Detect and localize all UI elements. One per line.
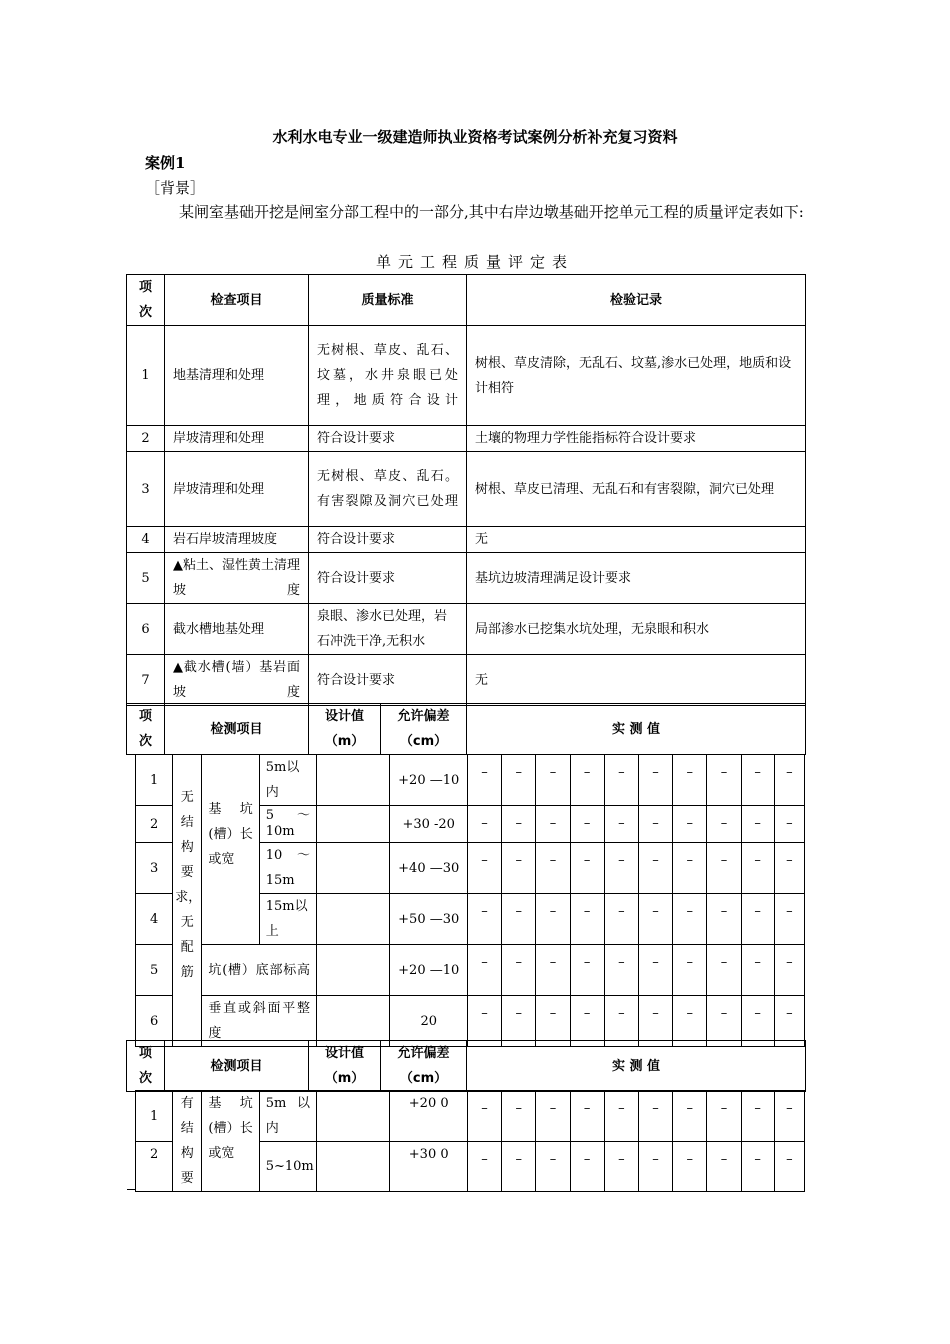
- row-item: 岸坡清理和处理: [165, 426, 309, 452]
- row-standard: 符合设计要求: [309, 655, 467, 706]
- row-tolerance: +20 —10: [390, 755, 467, 806]
- measured-value-cell: –: [741, 996, 774, 1047]
- measured-value-cell: –: [604, 1142, 638, 1192]
- row-item: 截水槽地基处理: [165, 604, 309, 655]
- table-row: [127, 452, 806, 527]
- row-no: 1: [136, 755, 173, 806]
- measured-value-cell: –: [502, 945, 536, 996]
- row-tolerance: +20 —10: [390, 945, 467, 996]
- row-tolerance: +30 0: [390, 1142, 467, 1192]
- measured-value-cell: –: [707, 996, 741, 1047]
- measured-value-cell: –: [774, 843, 804, 894]
- row-no: 4: [127, 527, 165, 553]
- header-record: 检验记录: [467, 275, 806, 326]
- measured-value-cell: –: [604, 806, 638, 843]
- table-row: [127, 553, 806, 604]
- design-value: [317, 1142, 390, 1192]
- measured-value-cell: –: [604, 755, 638, 806]
- measured-value-cell: –: [502, 1091, 536, 1142]
- table-row: [136, 996, 805, 1047]
- header-design: 设计值（m）: [309, 704, 381, 755]
- row-item: 垂直或斜面平整度: [202, 996, 317, 1047]
- row-range: 10～15m: [259, 843, 316, 894]
- sub-label: 基坑(槽）长或宽: [202, 755, 259, 945]
- case-label: 案例1: [145, 154, 186, 172]
- background-paragraph: 某闸室基础开挖是闸室分部工程中的一部分,其中右岸边墩基础开挖单元工程的质量评定表如下:: [179, 203, 804, 221]
- measured-value-cell: –: [707, 945, 741, 996]
- row-item: 岩石岸坡清理坡度: [165, 527, 309, 553]
- row-record: 基坑边坡清理满足设计要求: [467, 553, 806, 604]
- row-item: ▲截水槽(墙）基岩面坡度: [165, 655, 309, 706]
- table-row: [127, 604, 806, 655]
- measured-value-cell: –: [673, 945, 707, 996]
- measured-value-cell: –: [673, 894, 707, 945]
- row-no: 4: [136, 894, 173, 945]
- measured-value-cell: –: [741, 1142, 774, 1192]
- table-row: [127, 426, 806, 452]
- measured-value-cell: –: [570, 996, 604, 1047]
- measured-value-cell: –: [707, 806, 741, 843]
- measured-value-cell: –: [673, 806, 707, 843]
- row-record: 土壤的物理力学性能指标符合设计要求: [467, 426, 806, 452]
- measured-value-cell: –: [467, 843, 501, 894]
- measurement-header-2: [126, 1040, 806, 1092]
- row-record: 无: [467, 655, 806, 706]
- measured-value-cell: –: [741, 755, 774, 806]
- row-standard: 无树根、草皮、乱石、坟墓，水井泉眼已处理，地质符合设计: [309, 326, 467, 426]
- measured-value-cell: –: [502, 996, 536, 1047]
- measured-value-cell: –: [502, 755, 536, 806]
- measured-value-cell: –: [536, 843, 570, 894]
- header-no: 项次: [127, 704, 165, 755]
- measured-value-cell: –: [707, 843, 741, 894]
- design-value: [317, 945, 390, 996]
- measured-value-cell: –: [502, 1142, 536, 1192]
- header-no: 项次: [127, 275, 165, 326]
- measured-value-cell: –: [467, 755, 501, 806]
- measured-value-cell: –: [536, 894, 570, 945]
- measured-value-cell: –: [741, 806, 774, 843]
- document-title: 水利水电专业一级建造师执业资格考试案例分析补充复习资料: [272, 128, 678, 146]
- measured-value-cell: –: [638, 894, 672, 945]
- measured-value-cell: –: [536, 996, 570, 1047]
- measured-value-cell: –: [570, 806, 604, 843]
- measured-value-cell: –: [673, 1142, 707, 1192]
- design-value: [317, 996, 390, 1047]
- row-item: ▲粘土、湿性黄土清理坡度: [165, 553, 309, 604]
- measured-value-cell: –: [604, 1091, 638, 1142]
- measured-value-cell: –: [673, 1091, 707, 1142]
- measured-value-cell: –: [604, 843, 638, 894]
- measured-value-cell: –: [774, 945, 804, 996]
- table-row: [127, 655, 806, 706]
- measured-value-cell: –: [774, 1142, 804, 1192]
- row-record: 局部渗水已挖集水坑处理，无泉眼和积水: [467, 604, 806, 655]
- row-range: 5m以内: [259, 1091, 316, 1142]
- measured-value-cell: –: [467, 1091, 501, 1142]
- header-tolerance: 允许偏差（cm）: [381, 704, 467, 755]
- measured-value-cell: –: [707, 755, 741, 806]
- row-no: 2: [136, 806, 173, 843]
- row-no: 7: [127, 655, 165, 706]
- measurement-table-1: [135, 754, 805, 1047]
- row-range: 15m以上: [259, 894, 316, 945]
- measured-value-cell: –: [536, 1142, 570, 1192]
- header-standard: 质量标准: [309, 275, 467, 326]
- measured-value-cell: –: [604, 894, 638, 945]
- row-standard: 泉眼、渗水已处理，岩石冲洗干净,无积水: [309, 604, 467, 655]
- row-record: 无: [467, 527, 806, 553]
- header-item: 检测项目: [165, 1041, 309, 1092]
- measured-value-cell: –: [536, 806, 570, 843]
- measured-value-cell: –: [570, 1142, 604, 1192]
- table-row: [127, 326, 806, 426]
- row-tolerance: +40 —30: [390, 843, 467, 894]
- design-value: [317, 806, 390, 843]
- table-header-row: [127, 275, 806, 326]
- header-measured: 实 测 值: [467, 704, 806, 755]
- measured-value-cell: –: [707, 1091, 741, 1142]
- measured-value-cell: –: [638, 1142, 672, 1192]
- row-range: 5~10m: [259, 1142, 316, 1192]
- row-no: 5: [127, 553, 165, 604]
- measured-value-cell: –: [638, 755, 672, 806]
- measured-value-cell: –: [570, 843, 604, 894]
- measurement-header-1: [126, 703, 806, 755]
- measured-value-cell: –: [638, 806, 672, 843]
- measured-value-cell: –: [741, 894, 774, 945]
- row-no: 6: [136, 996, 173, 1047]
- table-row: [136, 755, 805, 806]
- measured-value-cell: –: [536, 945, 570, 996]
- measured-value-cell: –: [570, 894, 604, 945]
- row-tolerance: 20: [390, 996, 467, 1047]
- measured-value-cell: –: [502, 806, 536, 843]
- measured-value-cell: –: [570, 1091, 604, 1142]
- measured-value-cell: –: [467, 806, 501, 843]
- header-item: 检测项目: [165, 704, 309, 755]
- sub-label: 基坑(槽）长或宽: [202, 1091, 259, 1192]
- measured-value-cell: –: [774, 996, 804, 1047]
- row-standard: 无树根、草皮、乱石。有害裂隙及洞穴已处理: [309, 452, 467, 527]
- measured-value-cell: –: [536, 755, 570, 806]
- measured-value-cell: –: [502, 843, 536, 894]
- measured-value-cell: –: [570, 945, 604, 996]
- design-value: [317, 755, 390, 806]
- header-no: 项次: [127, 1041, 165, 1092]
- table-row: [136, 945, 805, 996]
- row-tolerance: +50 —30: [390, 894, 467, 945]
- measured-value-cell: –: [673, 996, 707, 1047]
- header-item: 检查项目: [165, 275, 309, 326]
- measured-value-cell: –: [604, 945, 638, 996]
- measured-value-cell: –: [774, 1091, 804, 1142]
- measured-value-cell: –: [638, 843, 672, 894]
- measured-value-cell: –: [707, 894, 741, 945]
- group-label: 有结构要: [173, 1091, 202, 1192]
- row-no: 3: [127, 452, 165, 527]
- measured-value-cell: –: [467, 1142, 501, 1192]
- measured-value-cell: –: [774, 755, 804, 806]
- measured-value-cell: –: [467, 894, 501, 945]
- inspection-table: [126, 274, 806, 706]
- row-no: 1: [127, 326, 165, 426]
- row-no: 2: [127, 426, 165, 452]
- measured-value-cell: –: [673, 843, 707, 894]
- measured-value-cell: –: [673, 755, 707, 806]
- measured-value-cell: –: [604, 996, 638, 1047]
- table-caption: 单元工程质量评定表: [375, 253, 574, 271]
- row-item: 岸坡清理和处理: [165, 452, 309, 527]
- header-tolerance: 允许偏差（cm）: [381, 1041, 467, 1092]
- header-design: 设计值（m）: [309, 1041, 381, 1092]
- design-value: [317, 1091, 390, 1142]
- measured-value-cell: –: [467, 945, 501, 996]
- page-edge-mark: [127, 1189, 135, 1190]
- row-tolerance: +30 -20: [390, 806, 467, 843]
- row-no: 1: [136, 1091, 173, 1142]
- measured-value-cell: –: [570, 755, 604, 806]
- row-item: 地基清理和处理: [165, 326, 309, 426]
- row-record: 树根、草皮已清理、无乱石和有害裂隙，洞穴已处理: [467, 452, 806, 527]
- row-standard: 符合设计要求: [309, 426, 467, 452]
- row-standard: 符合设计要求: [309, 553, 467, 604]
- measured-value-cell: –: [638, 996, 672, 1047]
- design-value: [317, 894, 390, 945]
- row-range: 5m以内: [259, 755, 316, 806]
- measured-value-cell: –: [536, 1091, 570, 1142]
- measured-value-cell: –: [707, 1142, 741, 1192]
- row-no: 5: [136, 945, 173, 996]
- header-measured: 实 测 值: [467, 1041, 806, 1092]
- row-item: 坑(槽）底部标高: [202, 945, 317, 996]
- row-no: 6: [127, 604, 165, 655]
- measured-value-cell: –: [741, 843, 774, 894]
- row-standard: 符合设计要求: [309, 527, 467, 553]
- measured-value-cell: –: [502, 894, 536, 945]
- measured-value-cell: –: [774, 806, 804, 843]
- measured-value-cell: –: [467, 996, 501, 1047]
- row-tolerance: +20 0: [390, 1091, 467, 1142]
- row-no: 2: [136, 1142, 173, 1192]
- measured-value-cell: –: [638, 945, 672, 996]
- measured-value-cell: –: [741, 945, 774, 996]
- row-no: 3: [136, 843, 173, 894]
- row-range: 5～10m: [259, 806, 316, 843]
- table-row: [136, 1091, 805, 1142]
- background-label: ［背景］: [145, 179, 206, 197]
- group-label: 无结构要求，无配筋: [173, 755, 202, 1047]
- design-value: [317, 843, 390, 894]
- measurement-table-2: [135, 1090, 805, 1192]
- measured-value-cell: –: [774, 894, 804, 945]
- measured-value-cell: –: [741, 1091, 774, 1142]
- measured-value-cell: –: [638, 1091, 672, 1142]
- row-record: 树根、草皮清除，无乱石、坟墓,渗水已处理，地质和设计相符: [467, 326, 806, 426]
- table-row: [127, 527, 806, 553]
